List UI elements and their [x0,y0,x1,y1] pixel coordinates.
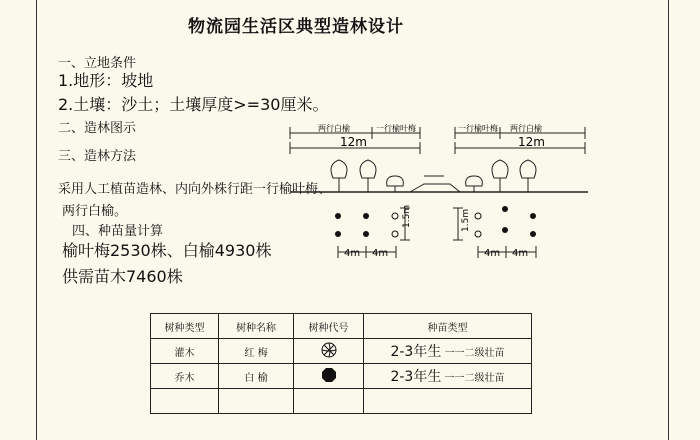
seedling-type-cell [364,339,532,364]
left-width-label: 12m [340,135,367,149]
tree-icon [360,160,376,192]
name-cell: 白 榆 [219,364,294,389]
spacing-label: 4m [344,248,361,259]
flower-icon [320,341,338,359]
terrain-text: 1.地形：坡地 [58,71,154,90]
table-row [151,364,532,389]
species-table [150,313,532,414]
age-text: 2-3年生 [390,344,442,360]
left-label-one-row: 一行榆叶梅 [376,124,416,133]
page-title: 物流园生活区典型造林设计 [188,17,404,37]
road-symbol [410,184,460,192]
name-cell [219,389,294,414]
shrub-icon [387,176,404,192]
header-cell: 树种代号 [294,314,364,339]
spacing-label: 4m [484,248,501,259]
header-cell: 树种名称 [219,314,294,339]
table-row [151,339,532,364]
octagon-icon [320,366,338,384]
table-row [151,389,532,414]
seedling-type-cell [364,364,532,389]
type-cell: 灌木 [151,339,219,364]
right-label-one-row: 一行榆叶梅 [458,124,498,133]
symbol-cell [294,364,364,389]
type-cell: 乔木 [151,364,219,389]
soil-text: 2.土壤：沙土；土壤厚度>=30厘米。 [58,95,329,114]
method-text-2: 两行白榆。 [62,204,128,219]
site-conditions-heading: 一、立地条件 [58,56,137,71]
grade-text: 一一二级壮苗 [444,348,505,359]
symbol-cell [294,389,364,414]
header-cell: 树种类型 [151,314,219,339]
symbol-cell [294,339,364,364]
row-label-left: 1.5m [402,204,412,228]
type-cell [151,389,219,414]
method-text-1: 采用人工植苗造林、内向外株行距一行榆叶梅、 [58,182,332,197]
bottom-dimension-lines [338,246,536,258]
method-heading: 三、造林方法 [58,149,137,164]
right-label-two-rows: 两行白榆 [510,124,542,133]
diagram-heading: 二、造林图示 [58,121,137,136]
shrub-icon [466,176,483,192]
planting-points [335,206,536,237]
tree-icon [492,160,508,192]
table-header-row [151,314,532,339]
grade-text: 一一二级壮苗 [444,373,505,384]
spacing-label: 4m [512,248,529,259]
tree-icon [331,160,347,192]
left-label-two-rows: 两行白榆 [318,124,350,133]
seedling-heading: 四、种苗量计算 [72,224,164,239]
right-width-label: 12m [518,135,545,149]
spacing-label: 4m [372,248,389,259]
seedling-text-1: 榆叶梅2530株、白榆4930株 [62,241,272,260]
seedling-text-2: 供需苗木7460株 [62,267,183,286]
age-text: 2-3年生 [390,369,442,385]
name-cell: 红 梅 [219,339,294,364]
row-label-right: 1.5m [461,208,471,232]
tree-icon [520,160,536,192]
header-cell: 种苗类型 [364,314,532,339]
seedling-type-cell [364,389,532,414]
